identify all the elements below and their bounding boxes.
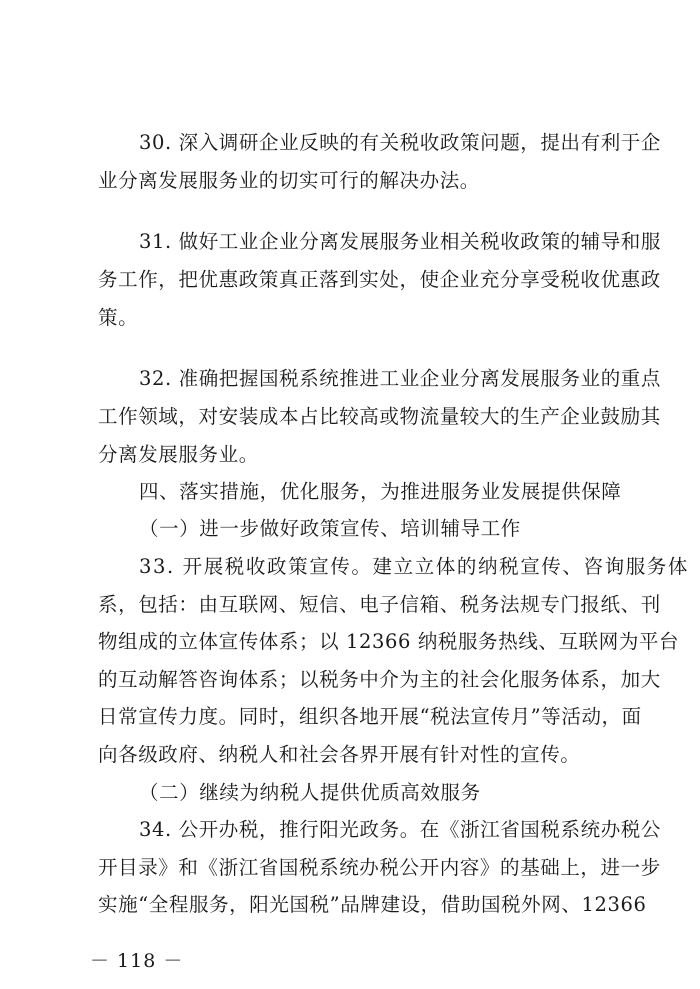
paragraph-31-line-1: 31. 做好工业企业分离发展服务业相关税收政策的辅导和服 <box>139 230 662 253</box>
paragraph-32-line-2: 工作领域，对安装成本占比较高或物流量较大的生产企业鼓励其 <box>98 405 661 428</box>
section-heading-4: 四、落实措施，优化服务，为推进服务业发展提供保障 <box>139 480 622 503</box>
paragraph-34-line-2: 开目录》和《浙江省国税系统办税公开内容》的基础上，进一步 <box>98 856 661 879</box>
subsection-heading-4-1: （一）进一步做好政策宣传、培训辅导工作 <box>139 517 521 540</box>
paragraph-31-line-2: 务工作，把优惠政策真正落到实处，使企业充分享受税收优惠政 <box>98 268 661 291</box>
paragraph-33-line-1: 33. 开展税收政策宣传。建立立体的纳税宣传、咨询服务体 <box>139 555 690 578</box>
paragraph-30-line-1: 30. 深入调研企业反映的有关税收政策问题，提出有利于企 <box>139 131 662 154</box>
page-number: － 118 － <box>90 950 184 972</box>
paragraph-33-line-5: 日常宣传力度。同时，组织各地开展“税法宣传月”等活动，面 <box>98 705 642 728</box>
paragraph-32-line-1: 32. 准确把握国税系统推进工业企业分离发展服务业的重点 <box>139 367 662 390</box>
subsection-heading-4-2: （二）继续为纳税人提供优质高效服务 <box>139 781 481 804</box>
paragraph-32-line-3: 分离发展服务业。 <box>98 443 259 466</box>
paragraph-34-line-3: 实施“全程服务，阳光国税”品牌建设，借助国税外网、12366 <box>98 893 647 916</box>
paragraph-33-line-3: 物组成的立体宣传体系；以 12366 纳税服务热线、互联网为平台 <box>98 630 680 653</box>
paragraph-33-line-4: 的互动解答咨询体系；以税务中介为主的社会化服务体系，加大 <box>98 668 661 691</box>
paragraph-34-line-1: 34. 公开办税，推行阳光政务。在《浙江省国税系统办税公 <box>139 818 662 841</box>
paragraph-31-line-3: 策。 <box>98 306 139 329</box>
paragraph-30-line-2: 业分离发展服务业的切实可行的解决办法。 <box>98 169 480 192</box>
paragraph-33-line-2: 系，包括：由互联网、短信、电子信箱、税务法规专门报纸、刊 <box>98 593 661 616</box>
paragraph-33-line-6: 向各级政府、纳税人和社会各界开展有针对性的宣传。 <box>98 743 581 766</box>
